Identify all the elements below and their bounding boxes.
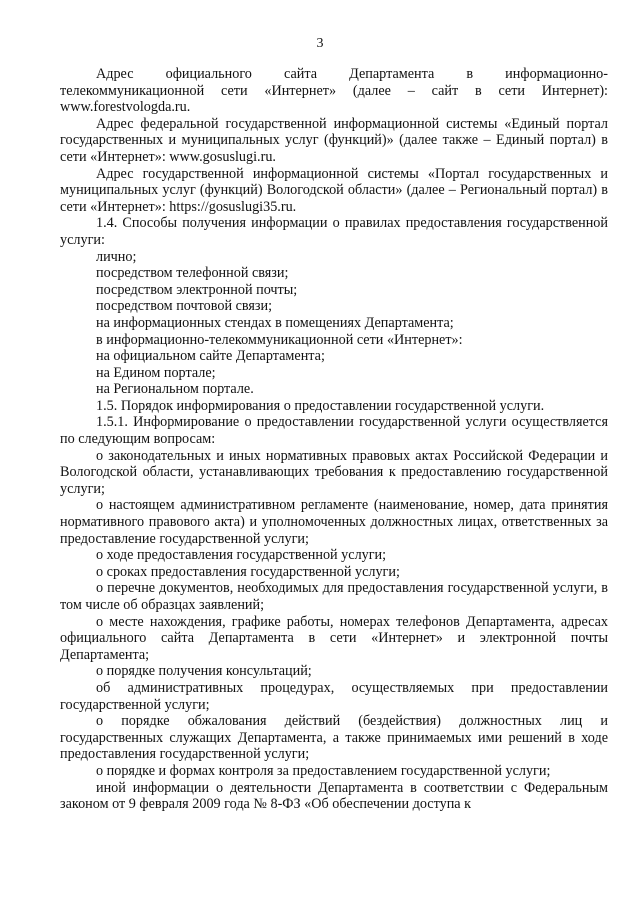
paragraph-site-address: Адрес официального сайта Департамента в информационно-телекоммуникационной сети «Интернет» (далее – сайт в сети Интернет): www.forestvologda.ru. bbox=[60, 66, 608, 116]
list-item: на Региональном портале. bbox=[96, 381, 254, 398]
list-item: лично; bbox=[96, 248, 137, 265]
list-item: на официальном сайте Департамента; bbox=[96, 348, 325, 365]
list-item: о перечне документов, необходимых для предоставления государственной услуги, в том числе об образцах заявлений; bbox=[60, 580, 608, 613]
list-item: в информационно-телекоммуникационной сети «Интернет»: bbox=[96, 331, 463, 348]
paragraph-unified-portal-address: Адрес федеральной государственной информационной системы «Единый портал государственных и муниципальных услуг (функций)» (далее также – Единый портал) в сети «Интернет»: www.gosuslugi.ru. bbox=[60, 115, 608, 165]
paragraph-regional-portal-address: Адрес государственной информационной системы «Портал государственных и муниципальных услуг (функций) Вологодской области» (далее – Региональный портал) в сети «Интернет»: https://gosuslugi35.ru. bbox=[60, 165, 608, 215]
list-item: о порядке и формах контроля за предоставлением государственной услуги; bbox=[96, 762, 551, 779]
list-item: о порядке обжалования действий (бездействия) должностных лиц и государственных служащих Департамента, а также принимаемых ими решений в ходе предоставления государственной услуги; bbox=[60, 713, 608, 763]
list-item: о ходе предоставления государственной услуги; bbox=[96, 547, 387, 564]
list-item: о настоящем административном регламенте (наименование, номер, дата принятия нормативного правового акта) и уполномоченных должностных лицах, ответственных за предоставление государственной услуги; bbox=[60, 497, 608, 547]
list-item: на Едином портале; bbox=[96, 364, 216, 381]
paragraph-section-1-5-1: 1.5.1. Информирование о предоставлении государственной услуги осуществляется по следующим вопросам: bbox=[60, 414, 608, 448]
paragraph-section-1-5: 1.5. Порядок информирования о предоставлении государственной услуги. bbox=[96, 397, 545, 414]
list-item: о законодательных и иных нормативных правовых актах Российской Федерации и Вологодской области, устанавливающих требования к предоставлению государственной услуги; bbox=[60, 447, 608, 497]
list-item: о сроках предоставления государственной услуги; bbox=[96, 563, 400, 580]
paragraph-section-1-4: 1.4. Способы получения информации о правилах предоставления государственной услуги: bbox=[60, 215, 608, 248]
page-number: 3 bbox=[316, 36, 324, 51]
document-body bbox=[60, 66, 608, 813]
list-item: на информационных стендах в помещениях Департамента; bbox=[96, 314, 454, 331]
list-item: посредством электронной почты; bbox=[96, 281, 298, 298]
list-item: посредством телефонной связи; bbox=[96, 265, 289, 282]
list-item: посредством почтовой связи; bbox=[96, 298, 273, 315]
list-item: о месте нахождения, графике работы, номерах телефонов Департамента, адресах официального сайта Департамента в сети «Интернет» и электронной почты Департамента; bbox=[60, 613, 608, 663]
list-item: иной информации о деятельности Департамента в соответствии с Федеральным законом от 9 февраля 2009 года № 8-ФЗ «Об обеспечении доступа к bbox=[60, 779, 608, 813]
list-item: о порядке получения консультаций; bbox=[96, 663, 312, 680]
list-item: об административных процедурах, осуществляемых при предоставлении государственной услуги; bbox=[60, 679, 608, 713]
